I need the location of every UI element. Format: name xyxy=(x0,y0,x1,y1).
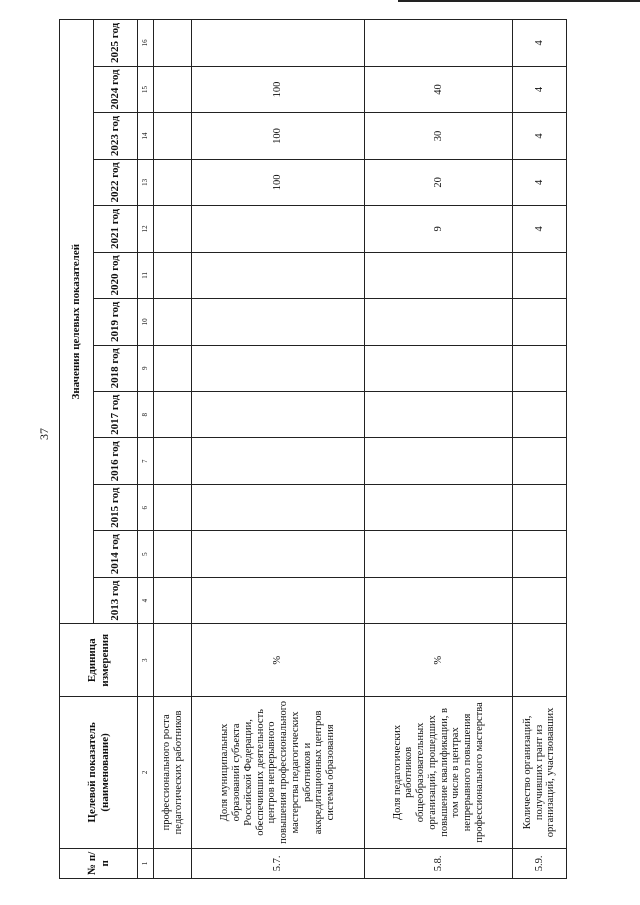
row-value: 40 xyxy=(365,66,513,112)
column-number: 11 xyxy=(138,252,154,298)
row-unit: % xyxy=(192,624,365,697)
row-value: 4 xyxy=(513,113,567,159)
header-indicator: Целевой показатель (наименование) xyxy=(60,697,138,849)
row-value xyxy=(154,392,192,438)
row-value xyxy=(192,577,365,623)
row-value xyxy=(154,484,192,530)
row-value xyxy=(154,20,192,67)
column-number: 15 xyxy=(138,66,154,112)
row-value xyxy=(192,392,365,438)
column-number: 6 xyxy=(138,484,154,530)
row-value xyxy=(192,206,365,252)
row-value xyxy=(192,531,365,577)
row-value xyxy=(154,66,192,112)
row-unit xyxy=(154,624,192,697)
year-header: 2014 год xyxy=(94,531,138,577)
row-value: 100 xyxy=(192,113,365,159)
row-value xyxy=(154,577,192,623)
column-number: 5 xyxy=(138,531,154,577)
row-value xyxy=(192,20,365,67)
column-number: 7 xyxy=(138,438,154,484)
row-num: 5.7. xyxy=(192,848,365,878)
row-value xyxy=(365,299,513,345)
row-name: Количество организаций, получивших грант из организаций, участвовавших xyxy=(513,697,567,849)
row-value xyxy=(154,438,192,484)
row-value: 9 xyxy=(365,206,513,252)
year-header: 2024 год xyxy=(94,66,138,112)
column-number: 1 xyxy=(138,848,154,878)
row-unit: % xyxy=(365,624,513,697)
column-number: 14 xyxy=(138,113,154,159)
row-value xyxy=(154,206,192,252)
table-row xyxy=(192,20,365,879)
column-numbers-row xyxy=(138,20,154,879)
year-header: 2022 год xyxy=(94,159,138,205)
year-header: 2013 год xyxy=(94,577,138,623)
table-row xyxy=(154,20,192,879)
row-value: 30 xyxy=(365,113,513,159)
row-value xyxy=(513,577,567,623)
row-value xyxy=(513,392,567,438)
row-value: 100 xyxy=(192,66,365,112)
header-rule xyxy=(398,0,640,2)
row-value xyxy=(365,252,513,298)
header-num: № п/п xyxy=(60,848,138,878)
header-unit: Единица измерения xyxy=(60,624,138,697)
row-num: 5.9. xyxy=(513,848,567,878)
column-number: 10 xyxy=(138,299,154,345)
table-row xyxy=(513,20,567,879)
column-number: 13 xyxy=(138,159,154,205)
year-header: 2023 год xyxy=(94,113,138,159)
rotated-table-wrapper xyxy=(59,19,566,879)
row-value: 4 xyxy=(513,20,567,67)
column-number: 4 xyxy=(138,577,154,623)
year-header: 2020 год xyxy=(94,252,138,298)
year-header: 2017 год xyxy=(94,392,138,438)
row-value xyxy=(365,392,513,438)
row-value xyxy=(513,484,567,530)
column-number: 2 xyxy=(138,697,154,849)
row-value xyxy=(365,438,513,484)
column-number: 9 xyxy=(138,345,154,391)
row-value xyxy=(513,345,567,391)
header-values-group: Значения целевых показателей xyxy=(60,20,94,624)
row-value: 4 xyxy=(513,206,567,252)
row-value: 4 xyxy=(513,66,567,112)
year-header: 2015 год xyxy=(94,484,138,530)
column-number: 8 xyxy=(138,392,154,438)
year-header: 2016 год xyxy=(94,438,138,484)
row-value xyxy=(513,252,567,298)
year-header: 2025 год xyxy=(94,20,138,67)
year-header: 2021 год xyxy=(94,206,138,252)
row-value xyxy=(365,484,513,530)
row-value xyxy=(192,484,365,530)
row-value xyxy=(192,345,365,391)
row-value xyxy=(154,252,192,298)
row-value xyxy=(154,531,192,577)
column-number: 3 xyxy=(138,624,154,697)
row-name: Доля муниципальных образований субъекта Российской Федерации, обеспечивших деятельность центров непрерывного повышения профессионального мастерства педагогических работников и аккредитационных центров системы образования xyxy=(192,697,365,849)
row-value: 100 xyxy=(192,159,365,205)
table-row xyxy=(365,20,513,879)
row-unit xyxy=(513,624,567,697)
year-header: 2018 год xyxy=(94,345,138,391)
column-number: 12 xyxy=(138,206,154,252)
row-value xyxy=(365,20,513,67)
row-value xyxy=(192,252,365,298)
row-value xyxy=(154,113,192,159)
row-value xyxy=(365,531,513,577)
row-value xyxy=(513,438,567,484)
row-name: профессионального роста педагогических работников xyxy=(154,697,192,849)
row-value xyxy=(513,531,567,577)
row-value xyxy=(154,299,192,345)
row-value: 4 xyxy=(513,159,567,205)
row-value xyxy=(365,577,513,623)
row-name: Доля педагогических работников общеобразовательных организаций, прошедших повышение квалификации, в том числе в центрах непрерывного повышения профессионального мастерства xyxy=(365,697,513,849)
target-indicators-table xyxy=(59,19,567,879)
page-number: 37 xyxy=(37,428,51,440)
row-num xyxy=(154,848,192,878)
column-number: 16 xyxy=(138,20,154,67)
row-value xyxy=(154,159,192,205)
row-num: 5.8. xyxy=(365,848,513,878)
row-value xyxy=(192,299,365,345)
row-value xyxy=(192,438,365,484)
row-value xyxy=(513,299,567,345)
row-value: 20 xyxy=(365,159,513,205)
row-value xyxy=(154,345,192,391)
row-value xyxy=(365,345,513,391)
year-header: 2019 год xyxy=(94,299,138,345)
